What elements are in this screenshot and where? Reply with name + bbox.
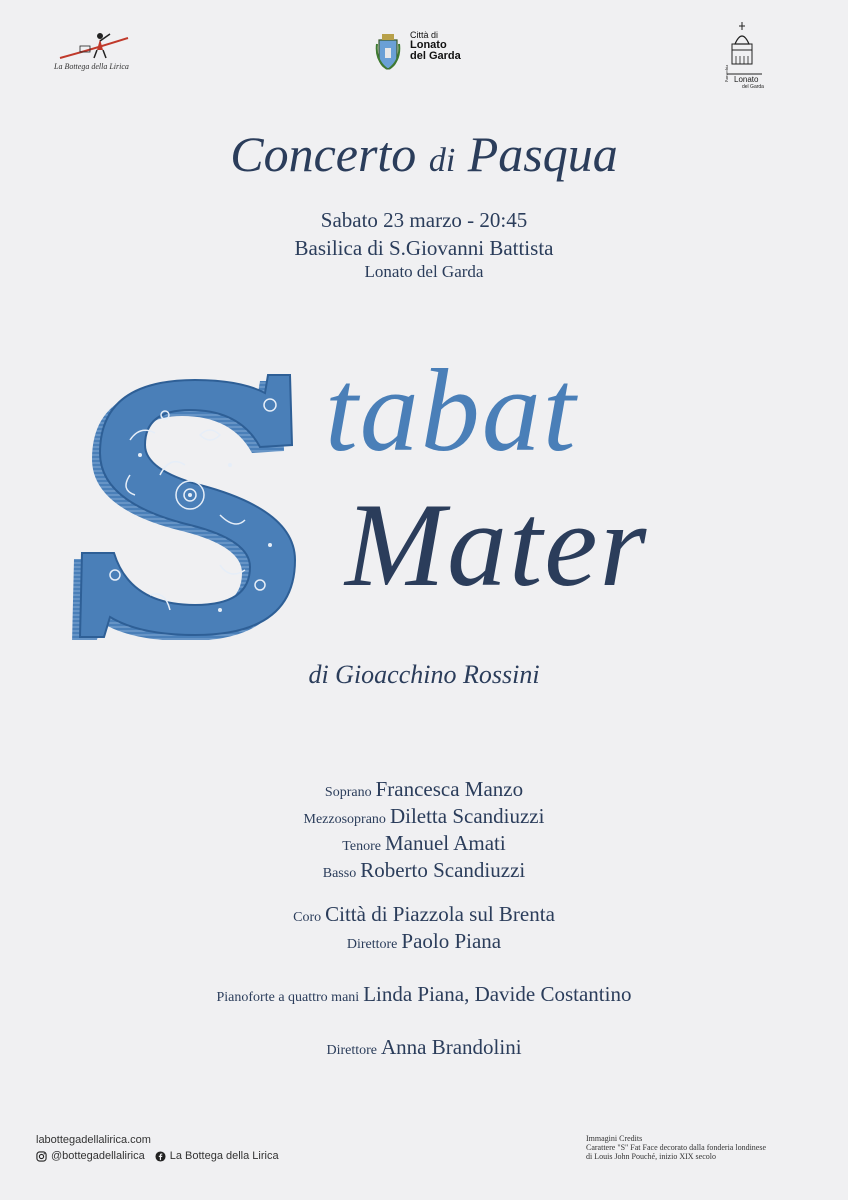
performer-role: Direttore [326,1043,377,1058]
performer-name: Roberto Scandiuzzi [360,858,526,882]
performer-role: Soprano [324,785,372,800]
logo-left-text: La Bottega della Lirica [54,62,129,71]
lonato-city-logo [370,28,490,78]
facebook-icon[interactable] [155,1151,166,1162]
performer-row [0,858,848,883]
logo-right-line1: Lonato [734,75,759,84]
performer-role: Basso [322,866,357,881]
performer-row [0,804,848,829]
coat-of-arms-icon [375,32,401,70]
instagram-icon[interactable] [36,1151,47,1162]
performer-role: Pianoforte a quattro mani [216,990,360,1005]
title-word-stabat: tabat [325,345,578,476]
social-links [36,1150,279,1162]
title-part3: Pasqua [467,126,618,182]
logo-right-vertical: Parrocchia [724,64,729,82]
performer-row [0,929,848,954]
performer-row [0,902,848,927]
facebook-page[interactable]: La Bottega della Lirica [169,1150,279,1162]
bottega-logo [50,28,150,76]
performer-name: Città di Piazzola sul Brenta [325,902,555,926]
credits-line1: Carattere "S" Fat Face decorato dalla fonderia londinese [586,1143,767,1152]
event-date-time: Sabato 23 marzo - 20:45 [320,208,528,232]
logo-mid-name [410,40,461,62]
performer-name: Diletta Scandiuzzi [389,804,545,828]
parrocchia-logo [722,20,772,90]
performer-row [0,982,848,1007]
performer-role: Direttore [346,937,398,952]
logo-mid-top: Città di [410,30,439,40]
credits-line2: di Louis John Pouché, inizio XIX secolo [586,1152,716,1161]
performer-name: Manuel Amati [384,831,506,855]
performer-row [0,777,848,802]
title-part2: di [428,142,456,179]
event-city: Lonato del Garda [364,262,484,281]
tenor-figure-icon [50,28,150,62]
performer-row [0,1035,848,1060]
title-part1: Concerto [230,126,417,182]
decorated-s-initial [70,355,330,640]
performer-name: Anna Brandolini [380,1035,522,1059]
logo-mid-line1: Lonato [410,39,447,51]
credits-title: Immagini Credits [586,1134,643,1143]
website-link[interactable]: labottegadellalirica.com [36,1134,151,1146]
image-credits [586,1134,766,1161]
dome-icon [722,20,772,90]
instagram-handle[interactable]: @bottegadellalirica [51,1150,145,1162]
event-venue: Basilica di S.Giovanni Battista [294,236,554,260]
performer-name: Francesca Manzo [375,777,524,801]
event-title [0,125,848,183]
performer-role: Tenore [342,839,381,854]
title-word-mater: Mater [345,478,649,611]
performer-role: Mezzosoprano [303,812,386,827]
performer-role: Coro [293,910,322,925]
logo-right-line2: del Garda [742,84,764,90]
performer-row [0,831,848,856]
logo-mid-line2: del Garda [410,50,461,62]
performer-name: Linda Piana, Davide Costantino [363,982,632,1006]
performer-name: Paolo Piana [401,929,502,953]
composer-line: di Gioacchino Rossini [308,660,540,689]
